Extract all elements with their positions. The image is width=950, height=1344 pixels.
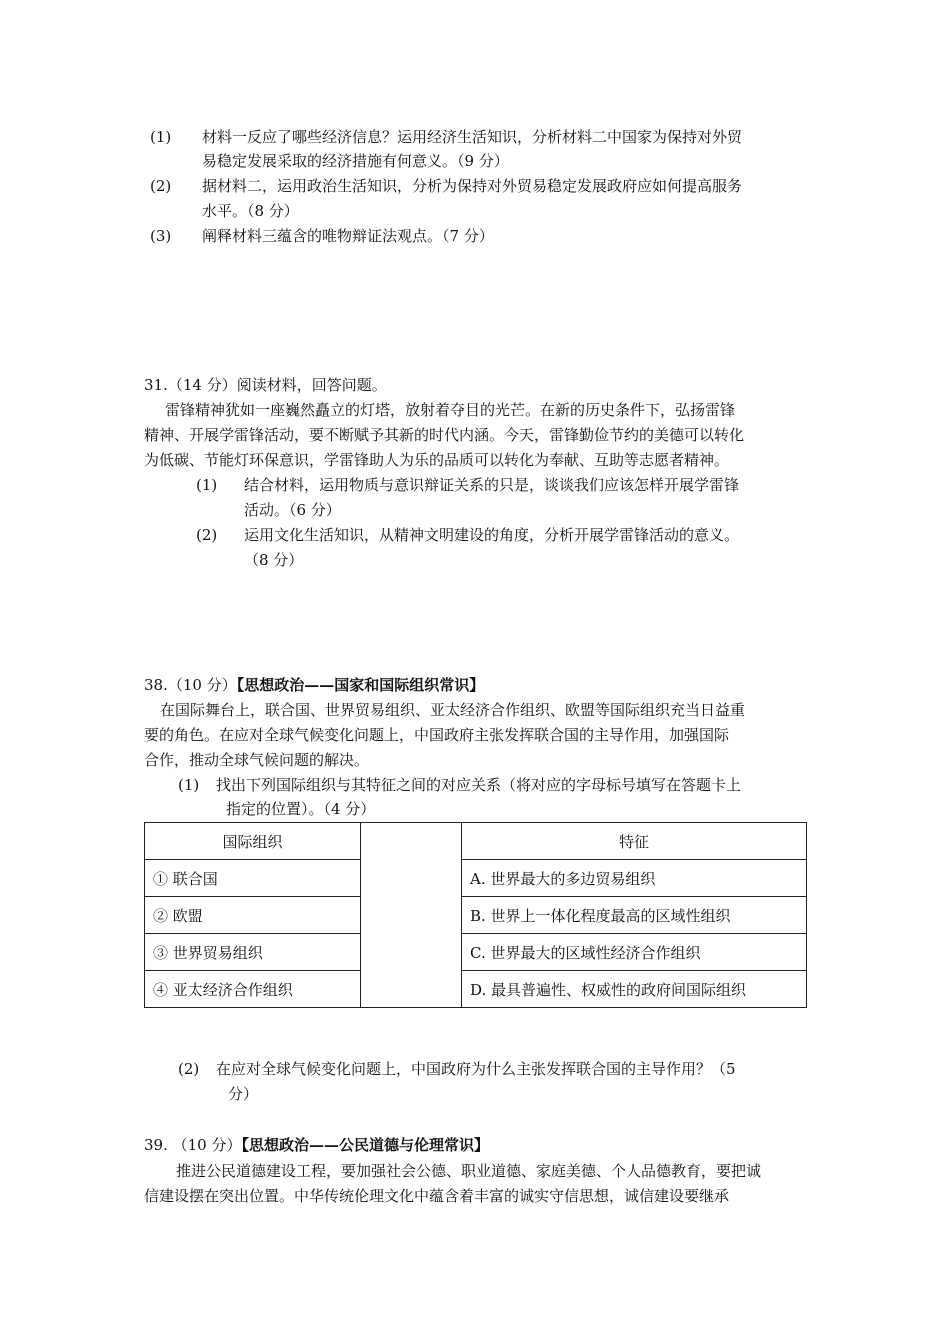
item-number: (3) bbox=[150, 227, 172, 245]
paragraph-line: 精神、开展学雷锋活动，要不断赋予其新的时代内涵。今天，雷锋勤俭节约的美德可以转化 bbox=[144, 426, 745, 444]
heading-prefix: 39. （10 分） bbox=[144, 1136, 242, 1154]
table-row bbox=[145, 897, 807, 934]
paragraph-line: 要的角色。在应对全球气候变化问题上，中国政府主张发挥联合国的主导作用，加强国际 bbox=[144, 726, 730, 744]
table-header-row bbox=[145, 823, 807, 860]
item-text-cont: 易稳定发展采取的经济措施有何意义。（9 分） bbox=[202, 152, 509, 170]
item-number: (2) bbox=[178, 1060, 200, 1078]
question-heading bbox=[144, 1134, 489, 1156]
item-text: 找出下列国际组织与其特征之间的对应关系（将对应的字母标号填写在答题卡上 bbox=[216, 776, 742, 794]
header-org: 国际组织 bbox=[145, 823, 361, 860]
item-text: 运用文化生活知识，从精神文明建设的角度，分析开展学雷锋活动的意义。 bbox=[244, 526, 740, 544]
header-feature: 特征 bbox=[462, 823, 807, 860]
paragraph-line: 为低碳、节能灯环保意识，学雷锋助人为乐的品质可以转化为奉献、互助等志愿者精神。 bbox=[144, 451, 730, 469]
item-text-cont: 活动。（6 分） bbox=[244, 501, 341, 519]
paragraph-line: 推进公民道德建设工程，要加强社会公德、职业道德、家庭美德、个人品德教育，要把诚 bbox=[176, 1162, 762, 1180]
item-text-cont: （8 分） bbox=[244, 551, 304, 569]
paragraph-line: 信建设摆在突出位置。中华传统伦理文化中蕴含着丰富的诚实守信思想，诚信建设要继承 bbox=[144, 1187, 730, 1205]
heading-topic: 【思想政治——公民道德与伦理常识】 bbox=[241, 1136, 489, 1154]
item-text: 材料一反应了哪些经济信息？运用经济生活知识，分析材料二中国家为保持对外贸 bbox=[202, 128, 743, 146]
org-cell: ② 欧盟 bbox=[145, 897, 361, 934]
org-cell: ① 联合国 bbox=[145, 860, 361, 897]
table-row bbox=[145, 971, 807, 1008]
paragraph-line: 雷锋精神犹如一座巍然矗立的灯塔，放射着夺目的光芒。在新的历史条件下，弘扬雷锋 bbox=[165, 401, 736, 419]
item-number: (2) bbox=[150, 177, 172, 195]
matching-table bbox=[144, 822, 807, 1008]
answer-gap bbox=[361, 823, 462, 1008]
heading-topic: 【思想政治——国家和国际组织常识】 bbox=[236, 676, 485, 694]
item-text-cont: 水平。（8 分） bbox=[202, 202, 299, 220]
feature-cell: B. 世界上一体化程度最高的区域性组织 bbox=[462, 897, 807, 934]
question-heading bbox=[144, 674, 484, 696]
item-text: 据材料二，运用政治生活知识，分析为保持对外贸易稳定发展政府应如何提高服务 bbox=[202, 177, 743, 195]
paragraph-line: 合作，推动全球气候问题的解决。 bbox=[144, 751, 370, 769]
item-number: (1) bbox=[196, 476, 218, 494]
item-text-cont: 分） bbox=[228, 1085, 259, 1103]
item-text-cont: 指定的位置）。（4 分） bbox=[226, 800, 376, 818]
item-text: 阐释材料三蕴含的唯物辩证法观点。（7 分） bbox=[202, 227, 494, 245]
feature-cell: D. 最具普遍性、权威性的政府间国际组织 bbox=[462, 971, 807, 1008]
item-number: (2) bbox=[196, 526, 218, 544]
item-number: (1) bbox=[178, 776, 200, 794]
heading-prefix: 38.（10 分） bbox=[144, 676, 237, 694]
org-cell: ③ 世界贸易组织 bbox=[145, 934, 361, 971]
table-row bbox=[145, 934, 807, 971]
org-cell: ④ 亚太经济合作组织 bbox=[145, 971, 361, 1008]
item-number: (1) bbox=[150, 128, 172, 146]
paragraph-line: 在国际舞台上，联合国、世界贸易组织、亚太经济合作组织、欧盟等国际组织充当日益重 bbox=[160, 701, 746, 719]
item-text: 结合材料，运用物质与意识辩证关系的只是，谈谈我们应该怎样开展学雷锋 bbox=[244, 476, 740, 494]
table-row bbox=[145, 860, 807, 897]
feature-cell: C. 世界最大的区域性经济合作组织 bbox=[462, 934, 807, 971]
question-heading: 31.（14 分）阅读材料，回答问题。 bbox=[144, 376, 387, 394]
feature-cell: A. 世界最大的多边贸易组织 bbox=[462, 860, 807, 897]
item-text: 在应对全球气候变化问题上，中国政府为什么主张发挥联合国的主导作用？（5 bbox=[216, 1060, 736, 1078]
